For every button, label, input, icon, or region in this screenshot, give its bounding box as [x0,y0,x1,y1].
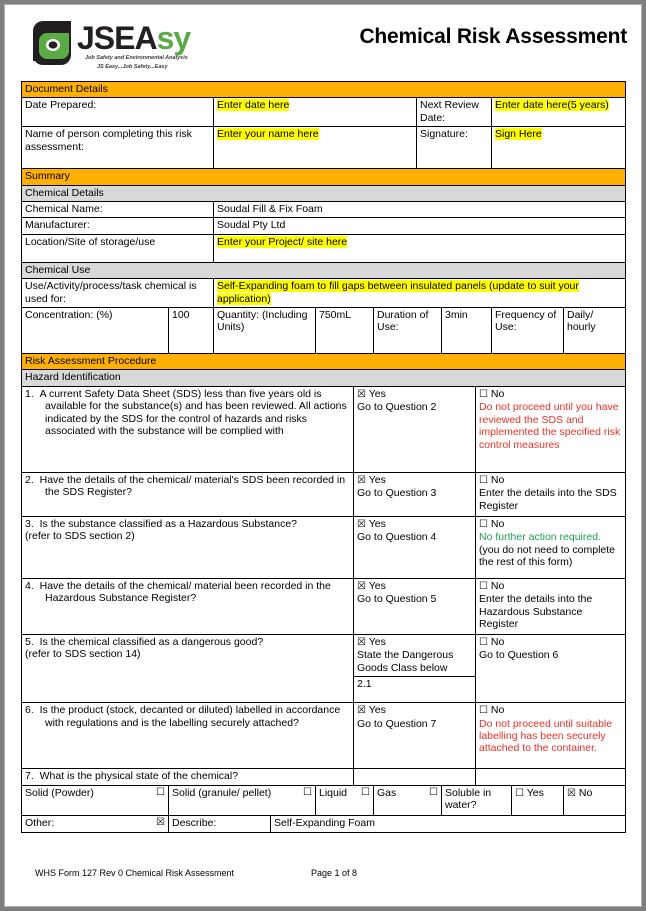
manufacturer-row [22,218,626,234]
question-subtext: (refer to SDS section 2) [25,530,135,543]
signature-field[interactable] [492,127,626,169]
no-note: Enter the details into the Hazardous Substance Register [479,593,593,631]
next-review-value: Enter date here(5 years) [495,99,609,112]
jseasy-logo [29,19,219,79]
question-row [22,578,626,634]
question-text-cell [22,472,354,516]
no-label: No [490,635,505,648]
name-field[interactable] [214,127,417,169]
quantities-row [22,308,626,354]
no-label: No [490,387,505,400]
band-document-details-row [22,82,626,98]
question-text: Is the substance classified as a Hazardous Substance? [39,517,298,530]
yes-label: Yes [368,473,386,486]
question-text-wrap [25,636,350,648]
solid-powder-label: Solid (Powder) [25,786,94,799]
yes-label: Yes [368,704,386,717]
band-chemical-details-row [22,185,626,201]
no-label: No [490,517,505,530]
solid-granule-cell[interactable] [169,785,316,815]
question7-spacer-yes [354,769,476,785]
yes-label: Yes [368,387,386,400]
answer-yes-cell[interactable] [354,703,476,769]
question-text-cell [22,386,354,472]
gas-cell[interactable] [374,785,442,815]
signature-label: Signature: [417,127,492,169]
checkbox-no-icon[interactable]: ☐ [479,636,488,648]
question-text: Is the chemical classified as a dangerous good? [39,635,264,648]
answer-no-cell[interactable] [476,472,626,516]
question-row [22,634,626,676]
describe-label-cell [169,815,271,832]
yes-label: Yes [368,635,386,648]
yes-note: Go to Question 5 [357,593,437,606]
chemical-name-value[interactable]: Soudal Fill & Fix Foam [214,202,626,218]
question-text: Is the product (stock, decanted or diluted) labelled in accordance with regulations and is the labelling securely attached? [39,704,341,729]
dangerous-goods-class-value[interactable]: 2.1 [354,677,476,703]
document-header [5,5,641,81]
checkbox-liquid-icon[interactable]: ☐ [361,786,370,798]
checkbox-yes-icon[interactable]: ☒ [357,518,366,530]
location-row [22,234,626,262]
quantity-value[interactable]: 750mL [316,308,374,354]
band-chemical-details: Chemical Details [22,185,626,201]
question-number: 5. [25,635,34,648]
date-prepared-value: Enter date here [217,99,290,112]
checkbox-yes-icon[interactable]: ☒ [357,580,366,592]
describe-value-cell[interactable]: Self-Expanding Foam [271,815,626,832]
gas-label: Gas [377,786,397,799]
band-summary-row [22,169,626,185]
date-prepared-field[interactable] [214,98,417,127]
logo-text-sy: sy [156,20,191,56]
checkbox-no-icon[interactable]: ☐ [479,388,488,400]
band-chemical-use: Chemical Use [22,262,626,278]
document-page [4,4,642,907]
question-text: Have the details of the chemical/ material's SDS been recorded in the SDS Register? [39,473,346,499]
answer-yes-cell[interactable] [354,472,476,516]
question-subtext: (refer to SDS section 14) [25,648,141,661]
band-summary: Summary [22,169,626,185]
other-label: Other: [25,816,55,829]
yes-note: Go to Question 7 [357,717,437,730]
quantity-label: Quantity: (Including Units) [214,308,316,354]
question-row [22,703,626,769]
checkbox-no-icon[interactable]: ☐ [479,705,488,717]
describe-label: Describe: [172,816,217,829]
checkbox-yes-icon[interactable]: ☒ [357,474,366,486]
use-activity-value: Self-Expanding foam to fill gaps between insulated panels (update to suit your application) [217,280,579,305]
question7-spacer-no [476,769,626,785]
question-text-wrap [25,474,350,499]
band-risk-assessment-row [22,354,626,370]
location-value: Enter your Project/ site here [217,235,348,248]
question-text: What is the physical state of the chemical? [39,770,239,783]
question-number: 6. [25,704,34,717]
band-hazard-identification-row [22,370,626,386]
next-review-field[interactable] [492,98,626,127]
footer-page-number: Page 1 of 8 [311,868,358,878]
question-text-wrap [25,518,350,530]
band-hazard-identification: Hazard Identification [22,370,626,386]
soluble-yes-cell[interactable] [512,785,564,815]
question-text-cell [22,516,354,578]
answer-no-cell[interactable] [476,516,626,578]
checkbox-soluble-no-icon[interactable]: ☒ [567,787,576,799]
answer-yes-cell[interactable] [354,386,476,472]
frequency-value[interactable]: Daily/ hourly [564,308,626,354]
no-label: No [490,704,505,717]
checkbox-solid-powder-icon[interactable]: ☐ [156,786,165,798]
checkbox-yes-icon[interactable]: ☒ [357,705,366,717]
no-label: No [490,579,505,592]
question-text: A current Safety Data Sheet (SDS) less than five years old is available for the substance(s) and has been reviewed. All actions indicated by the SDS for the control of hazards and risks associated with the substance will be complied with [39,387,347,438]
chemical-name-row [22,202,626,218]
checkbox-no-icon[interactable]: ☐ [479,580,488,592]
answer-no-cell[interactable] [476,703,626,769]
concentration-value[interactable]: 100 [169,308,214,354]
frequency-label: Frequency of Use: [492,308,564,354]
logo-text-jsea: JSEA [77,20,157,56]
question-row [22,516,626,578]
question7-row [22,769,626,785]
band-document-details: Document Details [22,82,626,98]
yes-note: State the Dangerous Goods Class below [357,649,454,674]
other-describe-row [22,815,626,832]
manufacturer-label: Manufacturer: [22,218,214,234]
other-cell[interactable] [22,815,169,832]
yes-label: Yes [368,579,386,592]
name-value: Enter your name here [217,128,319,141]
no-note: Do not proceed until you have reviewed the SDS and implemented the specified risk control measures [479,401,621,451]
duration-value[interactable]: 3min [442,308,492,354]
question-number: 3. [25,517,34,530]
no-label: No [490,473,505,486]
question-text-wrap [25,580,350,605]
manufacturer-value[interactable]: Soudal Pty Ltd [214,218,626,234]
liquid-cell[interactable] [316,785,374,815]
location-label: Location/Site of storage/use [22,234,214,262]
checkbox-gas-icon[interactable]: ☐ [429,786,438,798]
logo-tagline-2: JS Easy...Job Safety...Easy [97,64,168,70]
name-signature-row [22,127,626,169]
use-activity-field[interactable] [214,279,626,308]
checkbox-yes-icon[interactable]: ☒ [357,636,366,648]
no-note-secondary: (you do not need to complete the rest of this form) [479,543,616,569]
checkbox-no-icon[interactable]: ☐ [479,474,488,486]
solid-powder-cell[interactable] [22,785,169,815]
soluble-yes-label: Yes [526,786,544,799]
answer-no-cell[interactable] [476,578,626,634]
question7-text-cell [22,769,354,785]
answer-yes-cell[interactable] [354,634,476,676]
answer-yes-cell[interactable] [354,578,476,634]
yes-label: Yes [368,517,386,530]
liquid-label: Liquid [319,786,348,799]
question-text-wrap [25,388,350,438]
soluble-label: Soluble in water? [445,786,492,811]
yes-note: Go to Question 2 [357,401,437,414]
question-text-wrap [25,770,350,782]
question-text-cell [22,578,354,634]
chemical-risk-assessment-form [21,81,626,833]
answer-no-cell[interactable] [476,386,626,472]
soluble-no-label: No [578,786,593,799]
use-activity-label: Use/Activity/process/task chemical is used for: [22,279,214,308]
yes-note: Go to Question 4 [357,531,437,544]
checkbox-no-icon[interactable]: ☐ [479,518,488,530]
question-text-cell [22,634,354,702]
footer-form-id: WHS Form 127 Rev 0 Chemical Risk Assessment [35,868,235,878]
answer-yes-cell[interactable] [354,516,476,578]
chemical-name-label: Chemical Name: [22,202,214,218]
use-activity-row [22,279,626,308]
no-note: Go to Question 6 [479,649,559,662]
question-row [22,386,626,472]
solid-granule-label: Solid (granule/ pellet) [172,786,272,799]
checkbox-other-icon[interactable]: ☒ [156,816,165,828]
question-number: 1. [25,387,34,400]
location-field[interactable] [214,234,626,262]
signature-value: Sign Here [495,128,542,141]
question-text: Have the details of the chemical/ material been recorded in the Hazardous Substance Register? [39,579,331,605]
next-review-label: Next Review Date: [417,98,492,127]
soluble-label-cell [442,785,512,815]
name-label: Name of person completing this risk assessment: [22,127,214,169]
question-number: 2. [25,473,34,486]
question-number: 4. [25,579,34,592]
question-text-wrap [25,704,350,729]
soluble-no-cell[interactable] [564,785,626,815]
band-risk-assessment: Risk Assessment Procedure [22,354,626,370]
duration-label: Duration of Use: [374,308,442,354]
band-chemical-use-row [22,262,626,278]
yes-note: Go to Question 3 [357,487,437,500]
answer-no-cell[interactable] [476,634,626,702]
checkbox-soluble-yes-icon[interactable]: ☐ [515,787,524,799]
date-prepared-row [22,98,626,127]
question-text-cell [22,703,354,769]
no-note: No further action required. [479,531,601,544]
page-title: Chemical Risk Assessment [359,25,627,48]
logo-wordmark [77,21,190,55]
no-note: Do not proceed until suitable labelling has been securely attached to the container. [479,717,613,755]
concentration-label: Concentration: (%) [22,308,169,354]
question-row [22,472,626,516]
logo-mark-icon [29,21,75,65]
checkbox-yes-icon[interactable]: ☒ [357,388,366,400]
no-note: Enter the details into the SDS Register [479,487,617,512]
physical-state-row [22,785,626,815]
question-number: 7. [25,770,34,783]
date-prepared-label: Date Prepared: [22,98,214,127]
logo-tagline-1: Job Safety and Environmental Analysis [85,55,188,61]
checkbox-solid-granule-icon[interactable]: ☐ [303,786,312,798]
